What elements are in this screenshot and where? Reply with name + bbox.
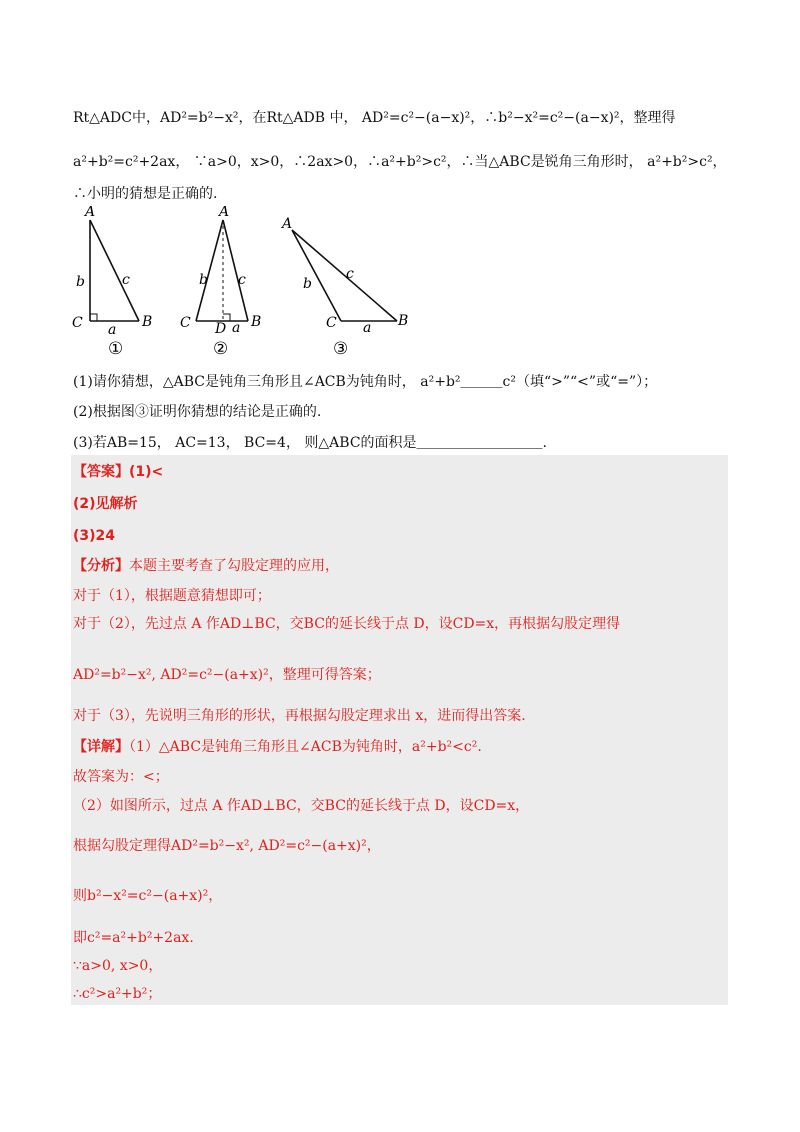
detail-3: （2）如图所示，过点 A 作AD⊥BC，交BC的延长线于点 D，设CD=x，	[73, 798, 530, 814]
detail-6: 即c²=a²+b²+2ax.	[73, 930, 194, 946]
analysis-p2: 对于（2），先过点 A 作AD⊥BC，交BC的延长线于点 D，设CD=x，再根据勾股定理得	[73, 616, 621, 632]
question-1: (1)请你猜想，△ABC是钝角三角形且∠ACB为钝角时， a²+b²＿＿＿c²（填“>”“<”或“=”）；	[73, 374, 658, 390]
fig1-label-B: B	[142, 314, 153, 330]
fig1-label-C: C	[72, 315, 83, 331]
fig2-label-b: b	[199, 272, 208, 288]
question-2: (2)根据图③证明你猜想的结论是正确的.	[73, 404, 322, 420]
fig1-number: ①	[108, 339, 124, 356]
fig2-label-A: A	[219, 206, 230, 220]
fig3-label-a: a	[363, 320, 372, 336]
answer-label: 【答案】	[73, 464, 129, 480]
intro-line-3: ∴小明的猜想是正确的.	[73, 186, 218, 202]
intro-line-1: Rt△ADC中，AD²=b²−x²，在Rt△ADB 中， AD²=c²−(a−x)²，∴b²−x²=c²−(a−x)²，整理得	[73, 110, 676, 126]
analysis-row	[73, 556, 339, 576]
fig3-label-C: C	[326, 315, 337, 331]
fig2-label-a: a	[232, 320, 241, 336]
detail-4: 根据勾股定理得AD²=b²−x², AD²=c²−(a+x)²，	[73, 838, 381, 854]
answer-2: (2)见解析	[73, 496, 138, 512]
figure-1	[72, 206, 152, 356]
analysis-p1: 对于（1），根据题意猜想即可；	[73, 588, 271, 604]
detail-label: 【详解】	[73, 739, 129, 755]
fig2-label-D: D	[215, 321, 227, 337]
analysis-label: 【分析】	[73, 558, 129, 574]
analysis-p2b: AD²=b²−x², AD²=c²−(a+x)²，整理可得答案；	[73, 667, 381, 683]
fig3-label-c: c	[346, 266, 354, 282]
fig2-label-c: c	[238, 272, 246, 288]
triangle-figures	[60, 206, 440, 356]
figure-3	[280, 216, 408, 356]
fig3-label-B: B	[398, 313, 409, 329]
fig2-label-B: B	[251, 314, 262, 330]
fig1-label-b: b	[76, 274, 85, 290]
detail-8: ∴c²>a²+b²；	[73, 986, 162, 1002]
fig2-number: ②	[213, 339, 229, 356]
fig2-label-C: C	[180, 315, 191, 331]
fig1-label-A: A	[85, 206, 96, 220]
analysis-p3: 对于（3），先说明三角形的形状，再根据勾股定理求出 x，进而得出答案.	[73, 708, 526, 724]
figure-2	[180, 206, 261, 356]
fig1-label-a: a	[108, 322, 117, 338]
fig3-number: ③	[333, 339, 349, 356]
intro-line-2: a²+b²=c²+2ax， ∵a>0，x>0，∴2ax>0，∴a²+b²>c²，∴当△ABC是锐角三角形时， a²+b²>c²，	[73, 154, 727, 170]
detail-5: 则b²−x²=c²−(a+x)²，	[73, 888, 223, 904]
answer-row-1	[73, 462, 163, 482]
fig3-label-A: A	[282, 216, 293, 232]
question-3: (3)若AB=15， AC=13， BC=4， 则△ABC的面积是＿＿＿＿＿＿＿＿＿.	[73, 435, 547, 451]
detail-row-1	[73, 737, 482, 757]
detail-2: 故答案为：<；	[73, 769, 169, 785]
answer-3: (3)24	[73, 528, 116, 544]
detail-1: （1）△ABC是钝角三角形且∠ACB为钝角时，a²+b²<c².	[129, 739, 482, 755]
detail-7: ∵a>0, x>0，	[73, 958, 163, 974]
fig3-label-b: b	[303, 276, 312, 292]
analysis-text: 本题主要考查了勾股定理的应用，	[129, 558, 339, 574]
answer-panel	[71, 455, 728, 1005]
answer-1: (1)<	[129, 464, 164, 480]
fig1-label-c: c	[122, 272, 130, 288]
